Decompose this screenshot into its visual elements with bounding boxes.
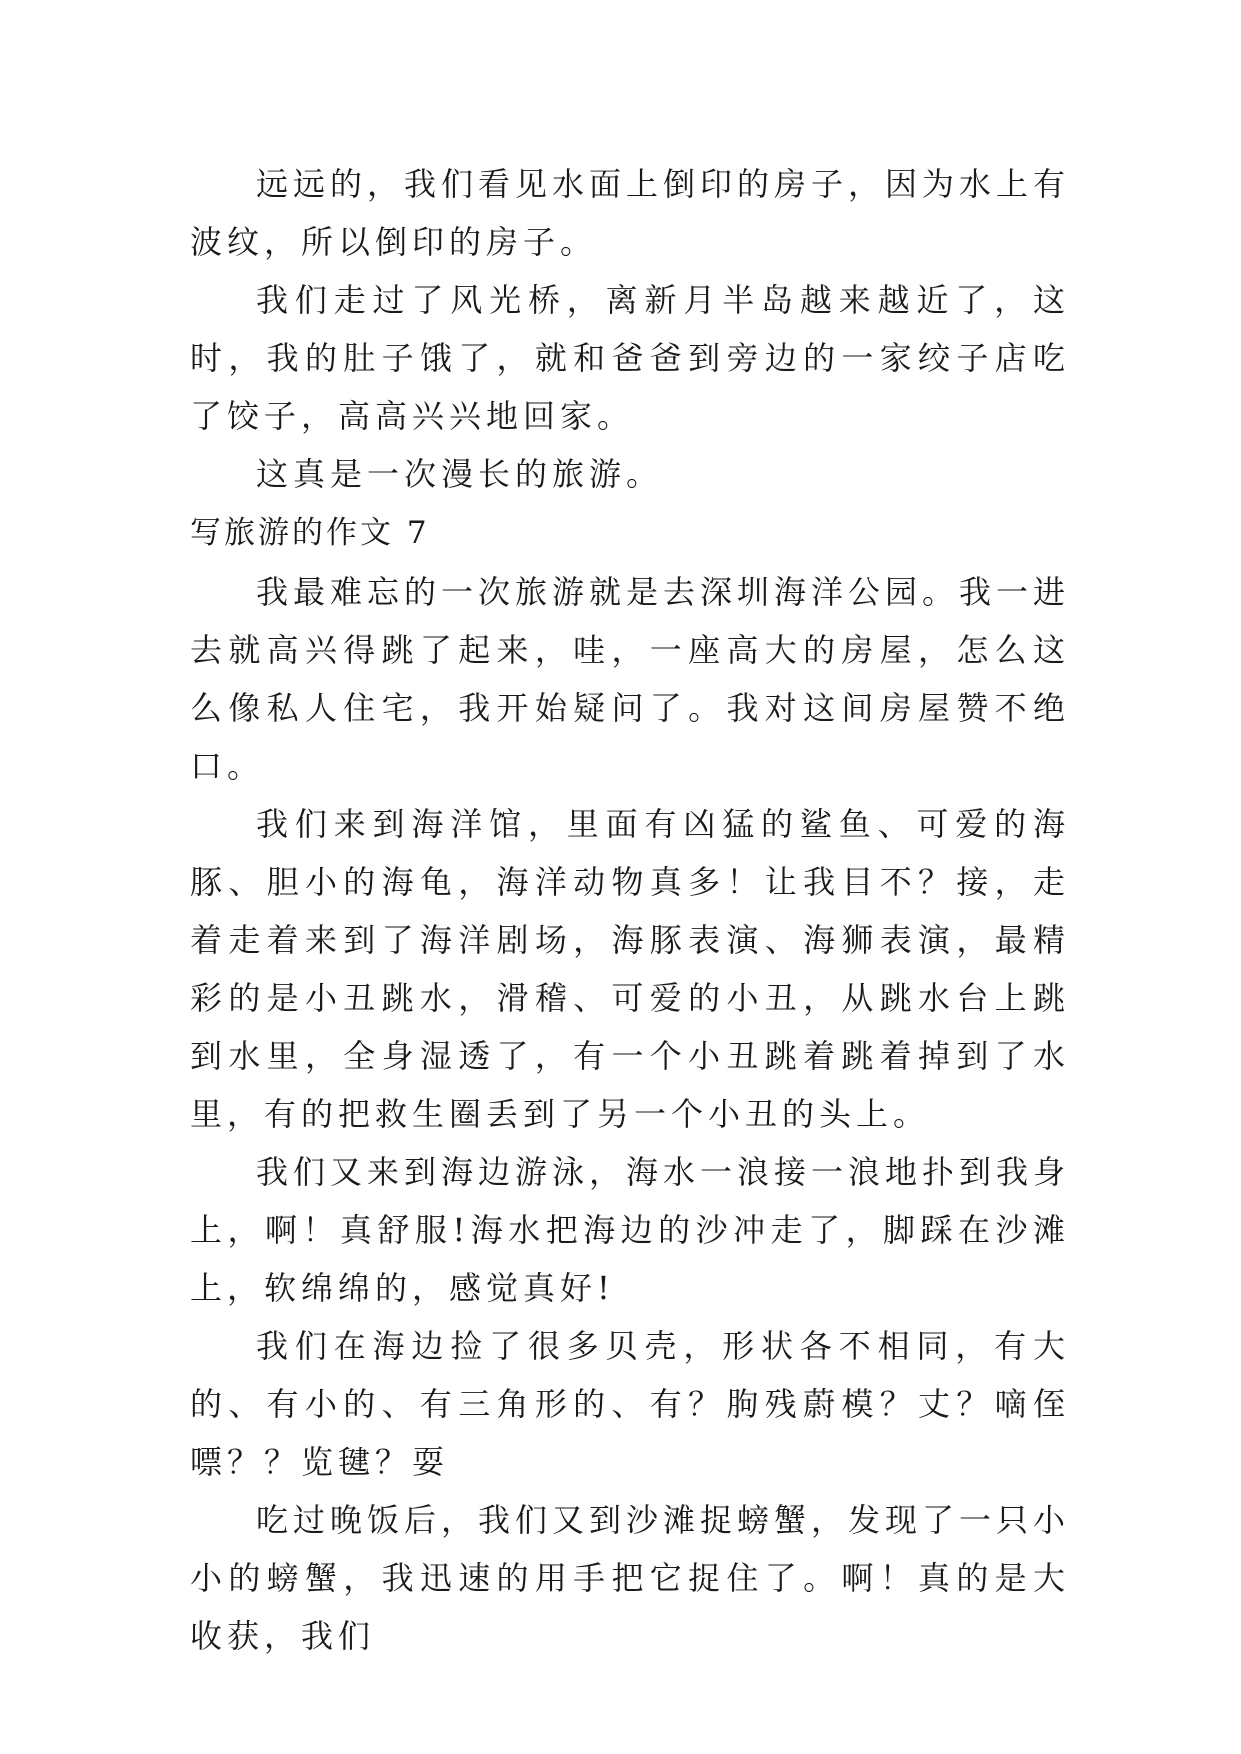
paragraph-crabs: 吃过晚饭后，我们又到沙滩捉螃蟹，发现了一只小小的螃蟹，我迅速的用手把它捉住了。啊！真的是大收获，我们 (190, 1501, 1071, 1655)
paragraph-bridge: 我们走过了风光桥，离新月半岛越来越近了，这时，我的肚子饿了，就和爸爸到旁边的一家绞子店吃了饺子，高高兴兴地回家。 (190, 281, 1070, 435)
paragraph-conclusion: 这真是一次漫长的旅游。 (256, 455, 664, 493)
section-heading: 写旅游的作文 7 (190, 515, 430, 551)
document-body (190, 155, 1070, 1665)
paragraph-swimming: 我们又来到海边游泳，海水一浪接一浪地扑到我身上，啊！真舒服!海水把海边的沙冲走了，脚踩在沙滩上，软绵绵的，感觉真好! (190, 1153, 1071, 1307)
paragraph-shells: 我们在海边捡了很多贝壳，形状各不相同，有大的、有小的、有三角形的、有？朐残蔚模？丈？嘀侄嘌？？览毽？耍 (190, 1327, 1070, 1481)
paragraph-ocean-park: 我最难忘的一次旅游就是去深圳海洋公园。我一进去就高兴得跳了起来，哇，一座高大的房屋，怎么这么像私人住宅，我开始疑问了。我对这间房屋赞不绝口。 (190, 573, 1071, 785)
paragraph-aquarium: 我们来到海洋馆，里面有凶猛的鲨鱼、可爱的海豚、胆小的海龟，海洋动物真多！让我目不？接，走着走着来到了海洋剧场，海豚表演、海狮表演，最精彩的是小丑跳水，滑稽、可爱的小丑，从跳水台上跳到水里，全身湿透了，有一个小丑跳着跳着掉到了水里，有的把救生圈丢到了另一个小丑的头上。 (190, 805, 1070, 1133)
paragraph-reflection: 远远的，我们看见水面上倒印的房子，因为水上有波纹，所以倒印的房子。 (190, 165, 1071, 261)
